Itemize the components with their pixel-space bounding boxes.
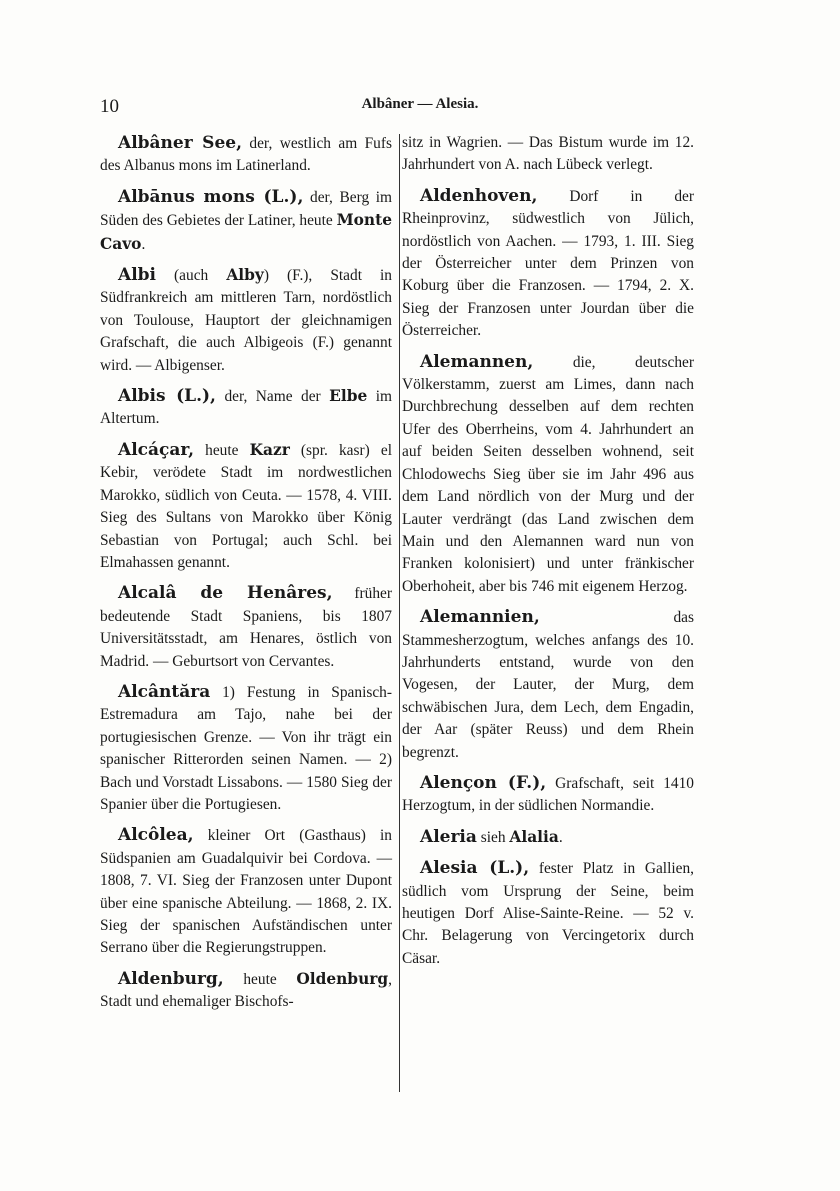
entry-text: der, Berg im Süden des Gebietes der Latiner, heute: [100, 188, 393, 230]
entry-headword: Albâner See,: [118, 133, 242, 153]
dictionary-entry: [100, 439, 392, 574]
entry-text-tail: .: [558, 828, 563, 846]
entry-text: 1) Festung in Spanisch-Estremadura am Tajo, nahe bei der portugiesischen Grenze. — Von ihr trägt ein spanischer Ritterorden seinen Namen. — 2) Bach und Vorstadt Lissabons. — 1580 Sieg der Spanier über die Portugiesen.: [100, 683, 392, 813]
page-number: 10: [100, 96, 119, 117]
entry-emphasis: Elbe: [329, 387, 368, 406]
entry-text: früher bedeutende Stadt Spaniens, bis 1807 Universitätsstadt, am Henares, östlich von Madrid. — Geburtsort von Cervantes.: [100, 585, 392, 670]
dictionary-entry: [100, 132, 392, 178]
entry-emphasis: Alalia: [509, 827, 559, 846]
entry-emphasis: Oldenburg: [296, 969, 389, 988]
dictionary-entry: [100, 968, 392, 1014]
entry-text: heute: [223, 970, 297, 988]
entry-headword: Alesia (L.),: [420, 858, 530, 879]
entry-emphasis: Monte Cavo: [100, 211, 392, 253]
column-divider: [399, 134, 400, 1092]
entry-emphasis: Kazr: [249, 440, 290, 459]
dictionary-entry: [100, 582, 392, 673]
entry-headword: Albi: [118, 265, 156, 286]
left-column: [100, 132, 392, 1022]
entry-headword: Alemannen,: [420, 351, 534, 372]
right-entries: [402, 185, 694, 970]
dictionary-entry: [100, 186, 392, 256]
entry-text: das Stammesherzogtum, welches anfangs des 10. Jahrhunderts entstand, wurde von den Vogesen, der Lauter, der Murg, dem schwäbischen Jura, dem Lech, dem Engadin, der Aar (später Reuss) und dem Rhein begrenzt.: [402, 609, 694, 761]
entry-headword: Alcáçar,: [118, 439, 195, 460]
dictionary-entry: [402, 772, 694, 818]
entry-text: kleiner Ort (Gasthaus) in Südspanien am Guadalquivir bei Cordova. — 1808, 7. VI. Sieg der Franzosen unter Dupont über eine spanische Abteilung. — 1868, 2. IX. Sieg der spanischen Aufständischen unter Serrano über die Regierungstruppen.: [100, 827, 392, 957]
dictionary-entry: [100, 264, 392, 377]
entry-text: sieh: [476, 828, 510, 846]
entry-text-tail: im Altertum.: [100, 388, 392, 428]
entry-text: der, westlich am Fufs des Albanus mons im Latinerland.: [100, 135, 392, 175]
entry-text: (auch: [156, 267, 227, 285]
entry-text-tail: .: [141, 235, 146, 253]
entry-text: fester Platz in Gallien, südlich vom Ursprung der Seine, beim heutigen Dorf Alise-Sainte-Reine. — 52 v. Chr. Belagerung von Vercingetorix durch Cäsar.: [402, 860, 694, 967]
entry-text-tail: , Stadt und ehemaliger Bischofs-: [100, 970, 392, 1011]
entry-headword: Alcalâ de Henâres,: [118, 583, 333, 604]
entry-emphasis: Alby: [226, 266, 264, 285]
dictionary-entry: [402, 606, 694, 764]
dictionary-entry: [100, 824, 392, 959]
dictionary-entry: [100, 385, 392, 431]
entry-text-tail: (spr. kasr) el Kebir, verödete Stadt im nordwestlichen Marokko, südlich von Ceuta. — 1578, 4. VIII. Sieg des Sultans von Marokko über König Sebastian von Portugal; auch Schl. bei Elmahassen genannt.: [100, 441, 392, 571]
dictionary-entry: [402, 185, 694, 343]
dictionary-entry: [402, 857, 694, 970]
entry-headword: Alcântăra: [118, 681, 211, 702]
entry-headword: Alemannien,: [420, 607, 540, 628]
continued-text: sitz in Wagrien. — Das Bistum wurde im 12. Jahrhundert von A. nach Lübeck verlegt.: [402, 134, 694, 174]
dictionary-entry: [100, 681, 392, 816]
entry-headword: Alcôlea,: [118, 825, 194, 846]
entry-text-tail: ) (F.), Stadt in Südfrankreich am mittleren Tarn, nordöstlich von Toulouse, Hauptort der gleichnamigen Grafschaft, die auch Albigeois (F.) genannt wird. — Albigenser.: [100, 267, 392, 374]
right-column: [402, 132, 694, 978]
entry-text: Grafschaft, seit 1410 Herzogtum, in der südlichen Normandie.: [402, 774, 694, 815]
entry-text: heute: [194, 441, 250, 459]
entry-text: Dorf in der Rheinprovinz, südwestlich von Jülich, nordöstlich von Aachen. — 1793, 1. III. Sieg der Österreicher unter dem Prinzen von Koburg über die Franzosen. — 1794, 2. X. Sieg der Franzosen unter Jourdan über die Österreicher.: [402, 187, 694, 340]
entry-headword: Aldenburg,: [118, 968, 224, 989]
entry-headword: Alençon (F.),: [420, 772, 547, 793]
entry-text: die, deutscher Völkerstamm, zuerst am Limes, dann nach Durchbrechung desselben auf dem rechten Ufer des Oberrheins, vom 4. Jahrhundert an auf beiden Seiten desselben wohnend, seit Chlodowechs Sieg über sie im Jahr 496 aus dem Land nördlich von der Murg und der Lauter verdrängt (das Land zwischen dem Main und den Alemannen ward nun von Franken kolonisiert) und unter fränkischer Oberhoheit, aber bis 746 mit eigenem Herzog.: [402, 353, 694, 595]
entry-headword: Albānus mons (L.),: [118, 186, 304, 207]
dictionary-entry: [402, 351, 694, 598]
entry-headword: Aleria: [420, 826, 477, 847]
running-head: Albâner — Alesia.: [361, 96, 479, 112]
dictionary-entry: [402, 826, 694, 849]
entry-headword: Albis (L.),: [118, 386, 216, 407]
entry-text: der, Name der: [215, 388, 330, 406]
entry-headword: Aldenhoven,: [420, 185, 538, 206]
